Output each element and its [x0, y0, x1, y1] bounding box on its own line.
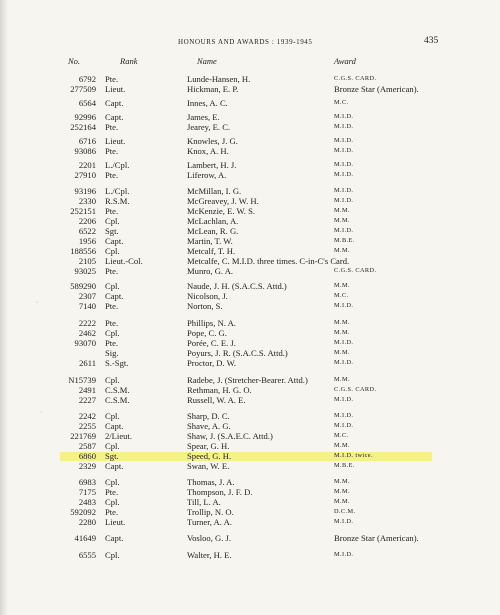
table-row [0, 348, 500, 358]
row-award: M.I.D. [334, 113, 354, 120]
row-award: M.M. [334, 478, 350, 485]
row-award: M.I.D. [334, 171, 354, 178]
row-name: Radebe, J. (Stretcher-Bearer. Attd.) [187, 375, 308, 385]
table-row [0, 441, 500, 451]
row-no: 6564 [78, 98, 96, 108]
row-award: M.C. [334, 432, 349, 439]
row-rank: Pte. [105, 122, 119, 132]
row-no: 2105 [78, 256, 96, 266]
row-name: Innes, A. C. [187, 98, 228, 108]
table-row [0, 112, 500, 122]
row-rank: Capt. [105, 236, 124, 246]
row-rank: Lieut. [105, 136, 126, 146]
row-rank: Cpl. [105, 477, 120, 487]
row-award: Bronze Star (American). [334, 84, 419, 94]
row-name: Shave, A. G. [187, 421, 231, 431]
table-row [0, 358, 500, 368]
row-award: M.I.D. [334, 123, 354, 130]
row-no: N15739 [68, 375, 96, 385]
row-award: M.M. [334, 207, 350, 214]
row-rank: C.S.M. [105, 385, 130, 395]
table-row [0, 533, 500, 543]
row-name: Norton, S. [187, 301, 223, 311]
column-header-name: Name [197, 56, 217, 66]
row-rank: 2/Lieut. [105, 431, 132, 441]
row-no: 589290 [70, 281, 96, 291]
row-award: M.I.D. [334, 422, 354, 429]
row-name: Lunde-Hansen, H. [187, 74, 251, 84]
row-rank: S.-Sgt. [105, 358, 129, 368]
row-rank: Sgt. [105, 451, 119, 461]
margin-mark: · [40, 410, 42, 416]
row-name: Spear, G. H. [187, 441, 230, 451]
row-name: Vosloo, G. J. [187, 533, 232, 543]
row-award: M.I.D. [334, 187, 354, 194]
row-no: 252164 [70, 122, 96, 132]
row-award: M.M. [334, 498, 350, 505]
row-rank: L./Cpl. [105, 160, 130, 170]
table-row [0, 136, 500, 146]
row-no: 2280 [78, 517, 96, 527]
row-no: 2462 [78, 328, 96, 338]
row-name: Munro, G. A. [187, 266, 234, 276]
row-rank: Capt. [105, 112, 124, 122]
row-no: 92996 [74, 112, 96, 122]
row-award: M.M. [334, 247, 350, 254]
row-no: 7175 [78, 487, 96, 497]
row-rank: Cpl. [105, 281, 120, 291]
row-no: 6522 [78, 226, 96, 236]
row-award: M.I.D. [334, 359, 354, 366]
row-rank: Cpl. [105, 216, 120, 226]
row-award: M.I.D. [334, 339, 354, 346]
row-rank: Pte. [105, 146, 119, 156]
row-award: M.I.D. [334, 302, 354, 309]
row-name: Liferow, A. [187, 170, 227, 180]
row-no: 221769 [70, 431, 96, 441]
row-award: M.M. [334, 376, 350, 383]
row-rank: Pte. [105, 507, 119, 517]
row-award: Bronze Star (American). [334, 533, 419, 543]
row-no: 2222 [78, 318, 96, 328]
row-no: 2242 [78, 411, 96, 421]
row-name: Nicolson, J. [187, 291, 228, 301]
row-name: Swan, W. E. [187, 461, 230, 471]
row-award: M.B.E. [334, 237, 355, 244]
column-header-award: Award [334, 56, 356, 66]
row-name: Martin, T. W. [187, 236, 233, 246]
row-no: 41649 [74, 533, 96, 543]
row-rank: C.S.M. [105, 395, 130, 405]
row-award: M.M. [334, 349, 350, 356]
row-no: 93070 [74, 338, 96, 348]
row-award: C.G.S. CARD. [334, 386, 377, 393]
row-no: 6792 [78, 74, 96, 84]
row-rank: Pte. [105, 338, 119, 348]
table-row [0, 196, 500, 206]
row-no: 6983 [78, 477, 96, 487]
row-award: C.G.S. CARD. [334, 267, 377, 274]
row-name: Pope, C. G. [187, 328, 227, 338]
table-row [0, 74, 500, 84]
row-award: M.I.D. twice. [334, 452, 373, 459]
row-no: 7140 [78, 301, 96, 311]
row-name: Walter, H. E. [187, 550, 232, 560]
row-no: 2201 [78, 160, 96, 170]
row-rank: Pte. [105, 266, 119, 276]
row-rank: Sgt. [105, 226, 119, 236]
row-rank: Cpl. [105, 411, 120, 421]
row-rank: Pte. [105, 206, 119, 216]
row-rank: Capt. [105, 461, 124, 471]
row-name: Sharp, D. C. [187, 411, 230, 421]
row-name: Metcalfe, C. M.I.D. three times. C-in-C's Card. [187, 256, 350, 266]
row-name: Thompson, J. F. D. [187, 487, 253, 497]
row-name: Turner, A. A. [187, 517, 232, 527]
row-name: Phillips, N. A. [187, 318, 236, 328]
row-rank: Pte. [105, 74, 119, 84]
row-name: Poyurs, J. R. (S.A.C.S. Attd.) [187, 348, 288, 358]
row-rank: Pte. [105, 301, 119, 311]
row-name: McGreavey, J. W. H. [187, 196, 259, 206]
row-rank: Capt. [105, 533, 124, 543]
table-row [0, 411, 500, 421]
row-name: Proctor, D. W. [187, 358, 237, 368]
row-rank: Lieut.-Col. [105, 256, 143, 266]
row-no: 188556 [70, 246, 96, 256]
table-row [0, 226, 500, 236]
row-award: D.C.M. [334, 508, 356, 515]
row-rank: Cpl. [105, 497, 120, 507]
row-name: McMillan, I. G. [187, 186, 242, 196]
row-no: 2483 [78, 497, 96, 507]
table-row [0, 186, 500, 196]
row-name: Speed, G. H. [187, 451, 232, 461]
row-award: M.M. [334, 282, 350, 289]
row-no: 592092 [70, 507, 96, 517]
row-award: M.I.D. [334, 161, 354, 168]
row-award: M.I.D. [334, 518, 354, 525]
row-no: 2227 [78, 395, 96, 405]
row-no: 27910 [74, 170, 96, 180]
table-row [0, 550, 500, 560]
table-row [0, 375, 500, 385]
row-award: M.C. [334, 292, 349, 299]
table-row [0, 328, 500, 338]
column-header-no: No. [68, 56, 81, 66]
table-row [0, 256, 500, 266]
row-name: Shaw, J. (S.A.E.C. Attd.) [187, 431, 273, 441]
row-no: 93025 [74, 266, 96, 276]
page-number: 435 [424, 36, 439, 46]
row-award: M.M. [334, 488, 350, 495]
row-rank: R.S.M. [105, 196, 130, 206]
row-name: Lambert, H. J. [187, 160, 237, 170]
table-row [0, 477, 500, 487]
row-award: M.I.D. [334, 551, 354, 558]
row-rank: Capt. [105, 291, 124, 301]
row-award: M.I.D. [334, 396, 354, 403]
row-rank: L./Cpl. [105, 186, 130, 196]
table-row [0, 451, 500, 461]
row-name: McKenzie, E. W. S. [187, 206, 256, 216]
row-rank: Capt. [105, 421, 124, 431]
row-no: 2255 [78, 421, 96, 431]
column-header-rank: Rank [120, 56, 138, 66]
row-rank: Lieut. [105, 517, 126, 527]
table-row [0, 461, 500, 471]
row-no: 252151 [70, 206, 96, 216]
row-rank: Cpl. [105, 375, 120, 385]
row-name: Knowles, J. G. [187, 136, 238, 146]
table-row [0, 122, 500, 132]
row-rank: Pte. [105, 170, 119, 180]
row-award: C.G.S. CARD. [334, 75, 377, 82]
row-no: 2611 [79, 358, 96, 368]
row-no: 6716 [78, 136, 96, 146]
row-no: 1956 [78, 236, 96, 246]
row-no: 6555 [78, 550, 96, 560]
table-row [0, 507, 500, 517]
row-award: M.M. [334, 319, 350, 326]
row-name: Russell, W. A. E. [187, 395, 246, 405]
row-award: M.I.D. [334, 137, 354, 144]
row-award: M.M. [334, 329, 350, 336]
table-row [0, 281, 500, 291]
row-name: McLachlan, A. [187, 216, 239, 226]
row-no: 277509 [70, 84, 96, 94]
row-name: McLean, R. G. [187, 226, 239, 236]
row-no: 2206 [78, 216, 96, 226]
table-row [0, 206, 500, 216]
table-row [0, 98, 500, 108]
row-no: 2307 [78, 291, 96, 301]
margin-mark: · [36, 300, 38, 306]
table-row [0, 301, 500, 311]
row-award: M.M. [334, 217, 350, 224]
table-row [0, 246, 500, 256]
row-no: 2587 [78, 441, 96, 451]
row-name: Thomas, J. A. [187, 477, 235, 487]
row-name: Naude, J. H. (S.A.C.S. Attd.) [187, 281, 287, 291]
row-name: Metcalf, T. H. [187, 246, 236, 256]
table-row [0, 338, 500, 348]
table-row [0, 517, 500, 527]
table-row [0, 318, 500, 328]
row-award: M.B.E. [334, 462, 355, 469]
table-row [0, 216, 500, 226]
row-award: M.C. [334, 99, 349, 106]
row-name: Hickman, E. P. [187, 84, 239, 94]
row-rank: Lieut. [105, 84, 126, 94]
page-header-title: HONOURS AND AWARDS : 1939-1945 [178, 38, 313, 46]
row-no: 2329 [78, 461, 96, 471]
row-no: 6860 [78, 451, 96, 461]
row-name: Rethman, H. G. O. [187, 385, 252, 395]
row-rank: Sig. [105, 348, 119, 358]
table-row [0, 236, 500, 246]
row-name: Jearey, E. C. [187, 122, 231, 132]
table-row [0, 395, 500, 405]
row-rank: Cpl. [105, 550, 120, 560]
row-award: M.I.D. [334, 412, 354, 419]
row-award: M.I.D. [334, 197, 354, 204]
row-rank: Pte. [105, 318, 119, 328]
table-row [0, 487, 500, 497]
row-award: M.I.D. [334, 147, 354, 154]
row-rank: Cpl. [105, 328, 120, 338]
row-rank: Pte. [105, 487, 119, 497]
table-row [0, 431, 500, 441]
row-no: 93086 [74, 146, 96, 156]
table-row [0, 84, 500, 94]
row-award: M.M. [334, 442, 350, 449]
row-no: 2491 [78, 385, 96, 395]
row-rank: Cpl. [105, 246, 120, 256]
table-row [0, 497, 500, 507]
row-name: Porée, C. E. J. [187, 338, 236, 348]
row-no: 2330 [78, 196, 96, 206]
table-row [0, 160, 500, 170]
row-rank: Cpl. [105, 441, 120, 451]
row-name: Till, L. A. [187, 497, 221, 507]
table-row [0, 146, 500, 156]
row-award: M.I.D. [334, 227, 354, 234]
table-row [0, 170, 500, 180]
row-no: 93196 [74, 186, 96, 196]
row-name: Trollip, N. O. [187, 507, 234, 517]
row-rank: Capt. [105, 98, 124, 108]
table-row [0, 291, 500, 301]
row-name: Knox, A. H. [187, 146, 229, 156]
table-row [0, 421, 500, 431]
table-row [0, 266, 500, 276]
table-row [0, 385, 500, 395]
row-name: James, E. [187, 112, 220, 122]
